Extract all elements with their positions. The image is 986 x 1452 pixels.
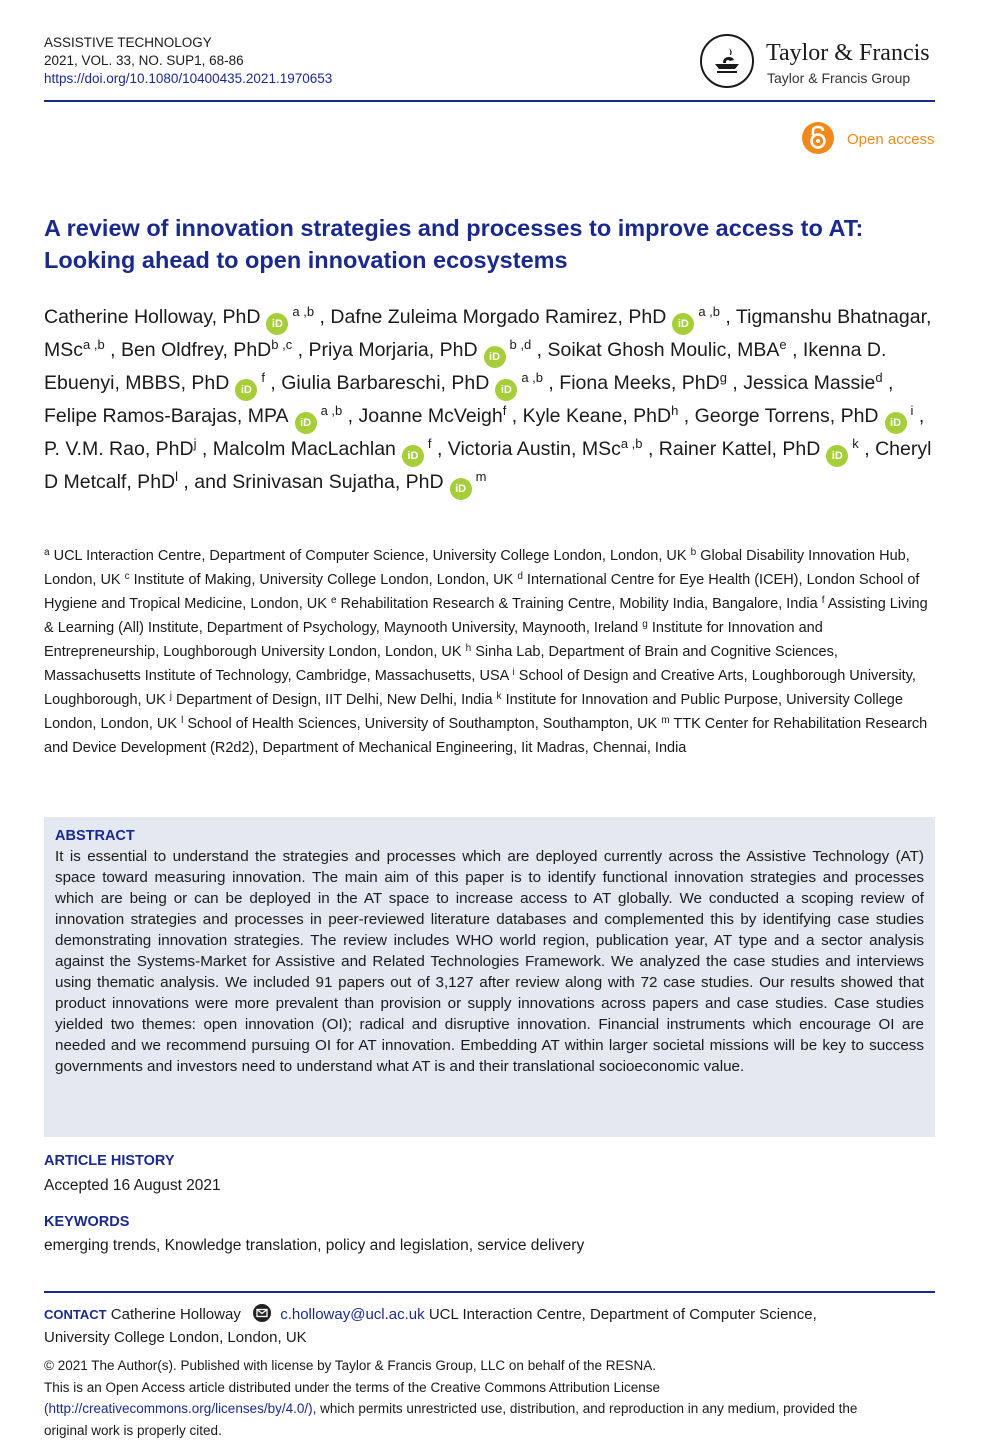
author-name: Joanne McVeigh: [358, 405, 503, 427]
affiliation-key: d: [517, 571, 523, 582]
author-name: Kyle Keane, PhD: [522, 405, 672, 427]
author-affiliation-marker: e: [779, 337, 787, 352]
affiliation-key: l: [181, 715, 184, 726]
publisher-name: Taylor & Francis: [766, 40, 930, 66]
contact-name: Catherine Holloway: [110, 1306, 241, 1323]
author-separator: ,: [726, 372, 744, 394]
orcid-icon[interactable]: iD: [450, 478, 472, 500]
author-separator: ,: [506, 405, 523, 427]
author-separator: ,: [858, 438, 876, 460]
author-affiliation-marker: a ,b: [698, 304, 721, 319]
lamp-icon: [700, 34, 754, 88]
affiliation-text: Assisting Living & Learning (All) Institute, Department of Psychology, Maynooth University, Maynooth, Ireland: [44, 596, 928, 636]
keywords-text: emerging trends, Knowledge translation, policy and legislation, service delivery: [44, 1237, 585, 1254]
affiliation-text: UCL Interaction Centre, Department of Computer Science, University College London, London, UK: [53, 548, 687, 564]
affiliation-text: International Centre for Eye Health (ICEH), London School of Hygiene and Tropical Medicine, London, UK: [44, 572, 920, 612]
affiliation-key: c: [124, 571, 130, 582]
author-name: Giulia Barbareschi, PhD: [281, 372, 490, 394]
author-separator: ,: [292, 339, 309, 361]
envelope-icon: [253, 1304, 271, 1322]
author-separator: ,: [786, 339, 803, 361]
author-separator: ,: [913, 405, 925, 427]
author-affiliation-marker: f: [261, 370, 265, 385]
affiliation-text: Department of Design, IIT Delhi, New Delhi, India: [176, 692, 493, 708]
author-list: [44, 302, 939, 500]
open-lock-icon: [802, 122, 834, 154]
author-separator: ,: [196, 438, 213, 460]
author-separator: ,: [431, 438, 448, 460]
affiliation-text: Institute for Innovation and Entrepreneurship, Loughborough University London, London, UK: [44, 620, 823, 660]
author-name: Rainer Kattel, PhD: [658, 438, 821, 460]
affiliation-key: j: [169, 691, 173, 702]
contact-block: [44, 1303, 936, 1349]
author-name: Soikat Ghosh Moulic, MBA: [547, 339, 780, 361]
orcid-icon[interactable]: iD: [826, 445, 848, 467]
journal-name: ASSISTIVE TECHNOLOGY: [44, 35, 212, 50]
author-affiliation-marker: a ,b: [320, 403, 343, 418]
title-line-2: Looking ahead to open innovation ecosystems: [44, 247, 568, 273]
abstract-box: [44, 817, 935, 1137]
author-name: Dafne Zuleima Morgado Ramirez, PhD: [330, 306, 667, 328]
orcid-icon[interactable]: iD: [402, 445, 424, 467]
author-separator: ,: [543, 372, 560, 394]
contact-address-1: UCL Interaction Centre, Department of Computer Science,: [428, 1306, 817, 1323]
orcid-icon[interactable]: iD: [235, 379, 257, 401]
author-affiliation-marker: a ,b: [620, 436, 643, 451]
affiliation-key: m: [661, 715, 670, 726]
author-separator: ,: [642, 438, 659, 460]
affiliations: [44, 544, 936, 760]
author-affiliation-marker: i: [910, 403, 914, 418]
author-name: Srinivasan Sujatha, PhD: [232, 471, 444, 493]
affiliation-key: i: [512, 667, 515, 678]
doi-link[interactable]: https://doi.org/10.1080/10400435.2021.1970653: [44, 71, 333, 86]
license-url-link[interactable]: (http://creativecommons.org/licenses/by/4.0/): [44, 1401, 313, 1416]
author-name: Fiona Meeks, PhD: [559, 372, 720, 394]
affiliation-text: School of Design and Creative Arts, Loughborough University, Loughborough, UK: [44, 668, 916, 708]
publisher-group: Taylor & Francis Group: [767, 70, 911, 86]
affiliation-key: k: [496, 691, 502, 702]
author-affiliation-marker: m: [475, 469, 487, 484]
article-history-heading: ARTICLE HISTORY: [44, 1153, 175, 1169]
header-rule: [44, 100, 935, 102]
affiliation-text: School of Health Sciences, University of Southampton, Southampton, UK: [187, 716, 658, 732]
journal-volume: 2021, VOL. 33, NO. SUP1, 68-86: [44, 53, 244, 68]
affiliation-text: Sinha Lab, Department of Brain and Cognitive Sciences, Massachusetts Institute of Technology, Cambridge, Massachusetts, USA: [44, 644, 838, 684]
affiliation-key: e: [330, 595, 337, 606]
contact-label: CONTACT: [44, 1307, 107, 1322]
license-block: [44, 1355, 936, 1441]
author-affiliation-marker: g: [719, 370, 727, 385]
license-line-3: , which permits unrestricted use, distribution, and reproduction in any medium, provided the: [312, 1401, 858, 1416]
author-name: Victoria Austin, MSc: [447, 438, 621, 460]
affiliation-text: Global Disability Innovation Hub, London, UK: [44, 548, 910, 588]
author-affiliation-marker: a ,b: [83, 337, 105, 352]
keywords-heading: KEYWORDS: [44, 1214, 130, 1230]
author-separator: ,: [531, 339, 548, 361]
contact-address-2: University College London, London, UK: [44, 1329, 307, 1346]
author-affiliation-marker: b ,d: [509, 337, 532, 352]
affiliation-key: h: [465, 643, 472, 654]
article-title: [44, 212, 944, 276]
orcid-icon[interactable]: iD: [885, 412, 907, 434]
author-affiliation-marker: f: [502, 403, 507, 418]
author-separator: ,: [342, 405, 359, 427]
author-name: Priya Morjaria, PhD: [308, 339, 478, 361]
affiliation-text: Institute for Innovation and Public Purpose, University College London, London, UK: [44, 692, 903, 732]
author-affiliation-marker: j: [193, 436, 197, 451]
author-separator: ,: [678, 405, 695, 427]
affiliation-key: f: [821, 595, 825, 606]
copyright-line: © 2021 The Author(s). Published with license by Taylor & Francis Group, LLC on behalf of the RESNA.: [44, 1358, 657, 1373]
orcid-icon[interactable]: iD: [484, 346, 506, 368]
author-name: Tigmanshu Bhatnagar, MSc: [44, 306, 932, 361]
orcid-icon[interactable]: iD: [495, 379, 517, 401]
affiliation-text: TTK Center for Rehabilitation Research and Device Development (R2d2), Department of Mechanical Engineering, Iit Madras, Chennai, India: [44, 716, 928, 756]
contact-rule: [44, 1291, 935, 1293]
author-affiliation-marker: a ,b: [521, 370, 544, 385]
affiliation-text: Rehabilitation Research & Training Centre, Mobility India, Bangalore, India: [340, 596, 818, 612]
author-affiliation-marker: d: [875, 370, 883, 385]
orcid-icon[interactable]: iD: [295, 412, 317, 434]
abstract-heading: ABSTRACT: [55, 828, 135, 844]
author-name: George Torrens, PhD: [694, 405, 879, 427]
author-name: Malcolm MacLachlan: [212, 438, 396, 460]
author-name: Cheryl D Metcalf, PhD: [44, 438, 932, 493]
affiliation-text: Institute of Making, University College London, London, UK: [133, 572, 514, 588]
affiliation-key: b: [690, 547, 697, 558]
author-name: Jessica Massie: [743, 372, 876, 394]
orcid-icon[interactable]: iD: [672, 313, 694, 335]
author-affiliation-marker: b ,c: [271, 337, 293, 352]
author-separator: ,: [882, 372, 894, 394]
contact-email-link[interactable]: c.holloway@ucl.ac.uk: [280, 1306, 425, 1323]
author-separator: ,: [720, 306, 736, 328]
author-affiliation-marker: k: [852, 436, 859, 451]
author-separator: ,: [264, 372, 282, 394]
license-line-2: This is an Open Access article distributed under the terms of the Creative Commons Attribution License: [44, 1379, 661, 1395]
affiliation-key: g: [642, 619, 648, 630]
author-affiliation-marker: l: [175, 469, 179, 484]
title-line-1: A review of innovation strategies and processes to improve access to AT:: [44, 215, 864, 241]
article-history-accepted: Accepted 16 August 2021: [44, 1177, 221, 1194]
journal-info: [44, 34, 332, 88]
author-affiliation-marker: a ,b: [292, 304, 315, 319]
author-separator: ,: [314, 306, 331, 328]
publisher-logo: [700, 34, 940, 92]
author-name: Ikenna D. Ebuenyi, MBBS, PhD: [44, 339, 887, 394]
author-separator: ,: [104, 339, 121, 361]
author-name: Felipe Ramos-Barajas, MPA: [44, 405, 289, 427]
author-affiliation-marker: f: [427, 436, 432, 451]
orcid-icon[interactable]: iD: [266, 313, 288, 335]
author-affiliation-marker: h: [671, 403, 679, 418]
open-access-label: Open access: [847, 131, 935, 148]
author-name: P. V.M. Rao, PhD: [44, 438, 194, 460]
abstract-body: It is essential to understand the strategies and processes which are deployed currently across the Assistive Technology (AT) space toward measuring innovation. The main aim of this paper is to identify functional innovation strategies and processes which are being or can be deployed in the AT space to increase access to AT globally. We conducted a scoping review of innovation strategies and processes in peer-reviewed literature databases and complemented this by identifying case studies demonstrating innovation strategies. The review includes WHO world region, publication year, AT type and a sector analysis against the Systems-Market for Assistive and Related Technologies Framework. We analyzed the case studies and interviews using thematic analysis. We included 91 papers out of 3,127 after review along with 72 case studies. Our results showed that product innovations were more prevalent than provision or supply innovations across papers and case studies. Case studies yielded two themes: open innovation (OI); radical and disruptive innovation. Financial instruments which encourage OI are needed and we recommend pursuing OI for AT innovation. Embedding AT within larger societal missions will be key to success governments and investors need to understand what AT is and their translational socioeconomic value.: [55, 848, 924, 1075]
author-separator: , and: [178, 471, 233, 493]
author-name: Catherine Holloway, PhD: [44, 306, 261, 328]
license-line-4: original work is properly cited.: [44, 1422, 222, 1438]
affiliation-key: a: [44, 547, 50, 558]
author-name: Ben Oldfrey, PhD: [120, 339, 272, 361]
